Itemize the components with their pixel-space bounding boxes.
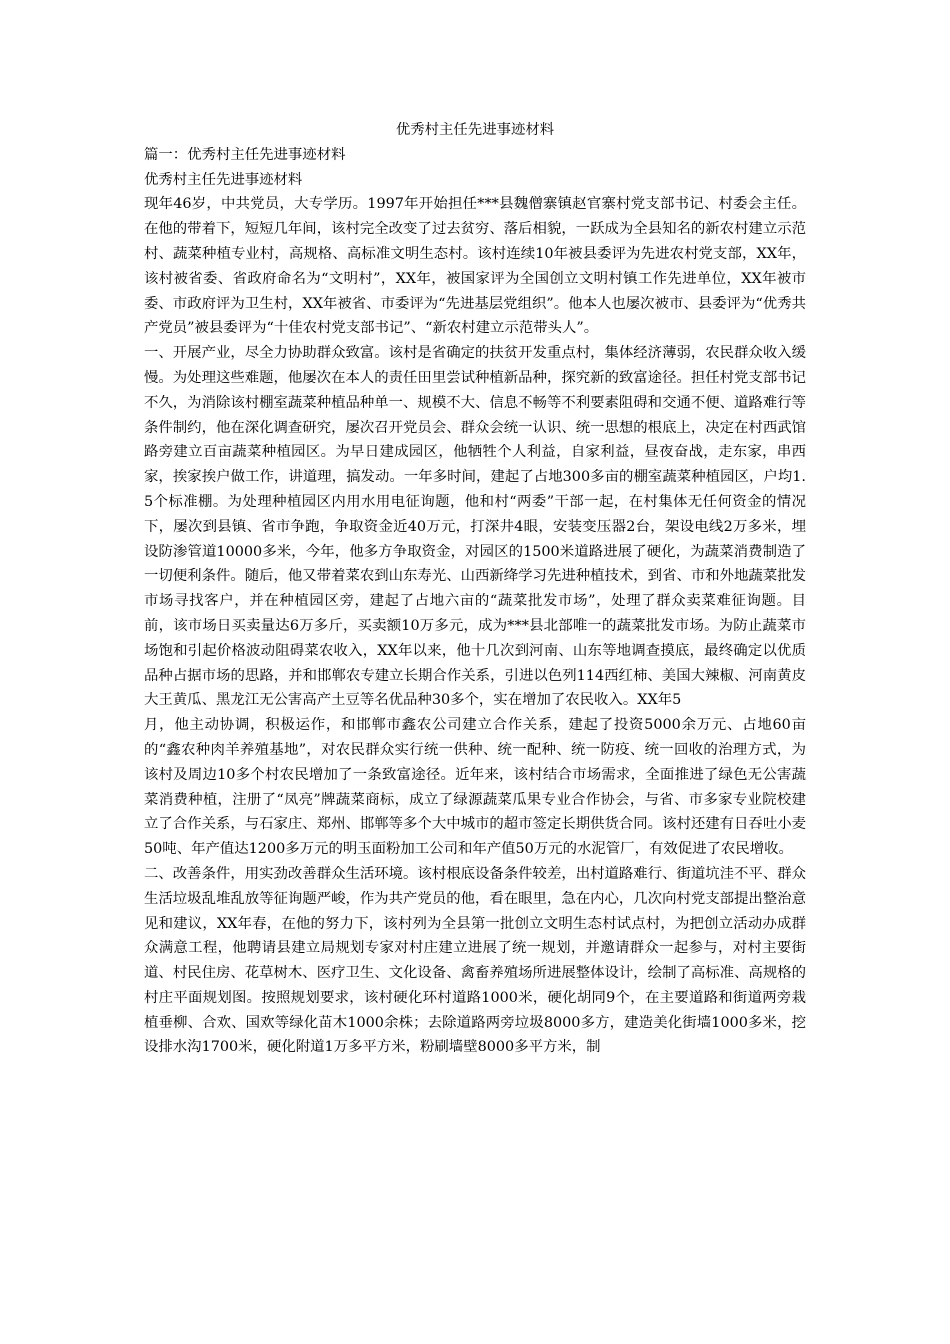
document-title: 优秀村主任先进事迹材料	[395, 122, 555, 138]
paragraph-section-one: 一、开展产业，尽全力协助群众致富。该村是省确定的扶贫开发重点村，集体经济薄弱，农民群众收入缓慢。为处理这些难题，他屡次在本人的责任田里尝试种植新品种，探究新的致富途径。担任村党支部书记不久，为消除该村棚室蔬菜种植品种单一、规模不大、信息不畅等不利要素阻碍和交通不便、道路难行等条件制约，他在深化调查研究，屡次召开党员会、群众会统一认识、统一思想的根底上，决定在村西武馆路旁建立百亩蔬菜种植园区。为早日建成园区，他牺牲个人利益，自家利益，昼夜奋战，走东家，串西家，挨家挨户做工作，讲道理，搞发动。一年多时间，建起了占地300多亩的棚室蔬菜种植园区，户均1.5个标准棚。为处理种植园区内用水用电征询题，他和村“两委”干部一起，在村集体无任何资金的情况下，屡次到县镇、省市争跑，争取资金近40万元，打深井4眼，安装变压器2台，架设电线2万多米，埋设防渗管道10000多米，今年，他多方争取资金，对园区的1500米道路进展了硬化，为蔬菜消费制造了一切便利条件。随后，他又带着菜农到山东寿光、山西新绛学习先进种植技术，到省、市和外地蔬菜批发市场寻找客户，并在种植园区旁，建起了占地六亩的“蔬菜批发市场”，处理了群众卖菜难征询题。目前，该市场日买卖量达6万多斤，买卖额10万多元，成为***县北部唯一的蔬菜批发市场。为防止蔬菜市场饱和引起价格波动阻碍菜农收入，XX年以来，他十几次到河南、山东等地调查摸底，最终确定以优质品种占据市场的思路，并和邯郸农专建立长期合作关系，引进以色列114西红柿、美国大辣椒、河南黄皮大王黄瓜、黑龙江无公害高产土豆等名优品种30多个，实在增加了农民收入。XX年5	[144, 345, 806, 709]
paragraph-section-one-continued: 月，他主动协调，积极运作，和邯郸市鑫农公司建立合作关系，建起了投资5000余万元、占地60亩的“鑫农种肉羊养殖基地”，对农民群众实行统一供种、统一配种、统一防疫、统一回收的治理方式，为该村及周边10多个村农民增加了一条致富途径。近年来，该村结合市场需求，全面推进了绿色无公害蔬菜消费种植，注册了“凤亮”牌蔬菜商标，成立了绿源蔬菜瓜果专业合作协会，与省、市多家专业院校建立了合作关系，与石家庄、郑州、邯郸等多个大中城市的超市签定长期供货合同。该村还建有日吞吐小麦50吨、年产值达1200多万元的明玉面粉加工公司和年产值50万元的水泥管厂，有效促进了农民增收。	[144, 717, 806, 858]
document-subtitle: 篇一：优秀村主任先进事迹材料	[144, 146, 346, 163]
document-page	[144, 118, 806, 1060]
paragraph-section-two: 二、改善条件，用实劲改善群众生活环境。该村根底设备条件较差，出村道路难行、街道坑洼不平、群众生活垃圾乱堆乱放等征询题严峻，作为共产党员的他，看在眼里，急在内心，几次向村党支部提出整治意见和建议，XX年春，在他的努力下，该村列为全县第一批创立文明生态村试点村，为把创立活动办成群众满意工程，他聘请县建立局规划专家对村庄建立进展了统一规划，并邀请群众一起参与，对村主要街道、村民住房、花草树木、医疗卫生、文化设备、禽畜养殖场所进展整体设计，绘制了高标准、高规格的村庄平面规划图。按照规划要求，该村硬化环村道路1000米，硬化胡同9个，在主要道路和街道两旁栽植垂柳、合欢、国欢等绿化苗木1000余株；去除道路两旁垃圾8000多方，建造美化街墙1000多米，挖设排水沟1700米，硬化附道1万多平方米，粉刷墙壁8000多平方米，制	[144, 865, 806, 1056]
document-heading: 优秀村主任先进事迹材料	[144, 171, 303, 188]
paragraph-intro: 现年46岁，中共党员，大专学历。1997年开始担任***县魏僧寨镇赵官寨村党支部书记、村委会主任。在他的带着下，短短几年间，该村完全改变了过去贫穷、落后相貌，一跃成为全县知名的新农村建立示范村、蔬菜种植专业村，高规格、高标准文明生态村。该村连续10年被县委评为先进农村党支部，XX年，该村被省委、省政府命名为“文明村”，XX年，被国家评为全国创立文明村镇工作先进单位，XX年被市委、市政府评为卫生村，XX年被省、市委评为“先进基层党组织”。他本人也屡次被市、县委评为“优秀共产党员”被县委评为“十佳农村党支部书记”、“新农村建立示范带头人”。	[144, 196, 806, 337]
